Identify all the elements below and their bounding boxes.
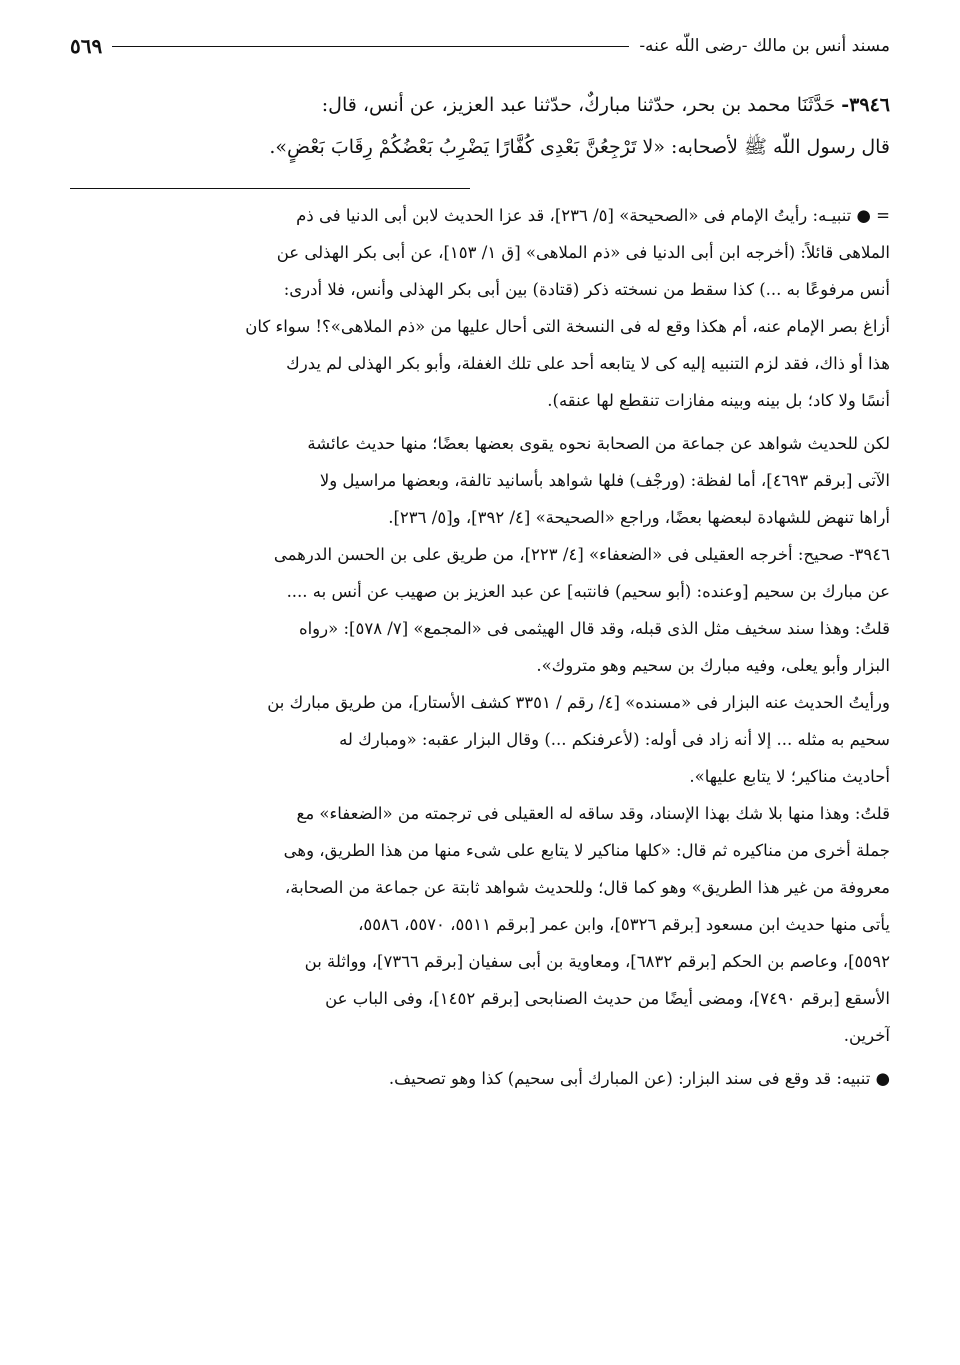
- hadith-text: [70, 84, 890, 168]
- text-line: سحيم به مثله ... إلا أنه زاد فى أوله: (لأعرفنكم ...) وقال البزار عقبه: «ومبارك له: [339, 730, 890, 749]
- takhrij-paragraph: [70, 536, 890, 684]
- text-line: أنس مرفوعًا به ...) كذا سقط من نسخته ذكر (قتادة) بين أبى بكر الهذلى وأنس، فلا أدرى:: [283, 280, 890, 299]
- text-line: ورأيتُ الحديث عنه البزار فى «مسنده» [٤/ رقم / ٣٣٥١ كشف الأستار]، من طريق مبارك بن: [267, 693, 890, 712]
- text-line: أحاديث مناكير؛ لا يتابع عليها».: [689, 767, 890, 786]
- text-line: ● تنبيه: قد وقع فى سند البزار: (عن المبارك أبى سحيم) كذا وهو تصحيف.: [388, 1069, 890, 1088]
- text-line: ٥٥٩٢]، وعاصم بن الحكم [برقم ٦٨٣٢]، ومعاوية بن أبى سفيان [برقم ٧٣٦٦]، وواثلة بن: [304, 952, 890, 971]
- text-line: هذا أو ذاك، فقد لزم التنبيه إليه كى لا يتابعه أحد على تلك الغفلة، وأبو بكر الهذلى لم يدرك: [286, 354, 890, 373]
- text-line: البزار وأبو يعلى، وفيه مبارك بن سحيم وهو متروك».: [536, 656, 890, 675]
- text-line: آخرين.: [843, 1026, 890, 1045]
- bazzar-paragraph: [70, 684, 890, 795]
- text-line: أنسًا ولا كاد؛ بل بينه وبينه مفازات تنقطع لها عنقه).: [547, 391, 890, 410]
- text-line: قلتُ: وهذا سند سخيف مثل الذى قبله، وقد قال الهيثمى فى «المجمع» [٧/ ٥٧٨]: «رواه: [298, 619, 890, 638]
- text-line: معروفة من غير هذا الطريق» وهو كما قال؛ وللحديث شواهد ثابتة عن جماعة من الصحابة،: [284, 878, 890, 897]
- text-line: قلتُ: وهذا منها بلا شك بهذا الإسناد، وقد ساقه له العقيلى فى ترجمته من «الضعفاء» مع: [296, 804, 890, 823]
- text-line: جملة أخرى من مناكيره ثم قال: «كلها مناكير لا يتابع على شىء منها من هذا الطريق، وهى: [283, 841, 890, 860]
- text-line: الأسقع [برقم ٧٤٩٠]، ومضى أيضًا من حديث الصنابحى [برقم ١٤٥٢]، وفى الباب عن: [325, 989, 890, 1008]
- text-line: ٣٩٤٦- صحيح: أخرجه العقيلى فى «الضعفاء» [٤/ ٢٢٣]، من طريق على بن الحسن الدرهمى: [273, 545, 890, 564]
- running-title: مسند أنس بن مالك -رضى اللّه عنه-: [639, 36, 890, 56]
- hadith-number: ٣٩٤٦-: [841, 94, 890, 116]
- header-rule: [112, 46, 629, 47]
- hadith-line: ٣٩٤٦- حَدَّثَنَا محمد بن بحر، حدّثنا مباركٌ، حدّثنا عبد العزيز، عن أنس، قال:: [321, 94, 890, 116]
- text-line: أراها تنهض للشهادة لبعضها بعضًا، وراجع «الصحيحة» [٤/ ٣٩٢]، و[٥/ ٢٣٦].: [388, 508, 890, 527]
- text-line: أزاغ بصر الإمام عنه، أم هكذا وقع له فى النسخة التى أحال عليها من «ذم الملاهى»؟! سواء كان: [245, 317, 890, 336]
- page-number: ٥٦٩: [70, 34, 103, 58]
- text-line: = ● تنبيـه: رأيتُ الإمام فى «الصحيحة» [٥/ ٢٣٦]، قد عزا الحديث لابن أبى الدنيا فى ذم: [296, 206, 890, 225]
- page-header: [70, 28, 890, 64]
- footnote-separator: [70, 188, 470, 189]
- page: [70, 28, 890, 1097]
- text-line: يأتى منها حديث ابن مسعود [برقم ٥٣٢٦]، وابن عمر [برقم ٥٥١١، ٥٥٧٠، ٥٥٨٦،: [358, 915, 890, 934]
- tanbih-last-paragraph: [70, 1060, 890, 1097]
- text-line: الآتى [برقم ٤٦٩٣]، أما لفظة: (ورجْف) فلها شواهد بأسانيد تالفة، وبعضها مراسيل ولا: [319, 471, 890, 490]
- hadith-line: قال رسول اللّه ﷺ لأصحابه: «لا تَرْجِعُنَّ بَعْدِى كُفَّارًا يَضْرِبُ بَعْضُكُمْ رِقَابَ بَعْضٍ».: [269, 136, 890, 158]
- qultu-paragraph: [70, 795, 890, 1054]
- text-line: الملاهى قائلاً: (أخرجه ابن أبى الدنيا فى «ذم الملاهى» [ق ١/ ١٥٣]، عن أبى بكر الهذلى عن: [276, 243, 890, 262]
- text-line: لكن للحديث شواهد عن جماعة من الصحابة نحوه يقوى بعضها بعضًا؛ منها حديث عائشة: [307, 434, 890, 453]
- footnotes: [70, 197, 890, 1097]
- tanbih-paragraph: [70, 197, 890, 419]
- shawahid-paragraph: [70, 425, 890, 536]
- text-line: عن مبارك بن سحيم [وعنده: (أبو سحيم) فانتبه] عن عبد العزيز بن صهيب عن أنس به ....: [286, 582, 890, 601]
